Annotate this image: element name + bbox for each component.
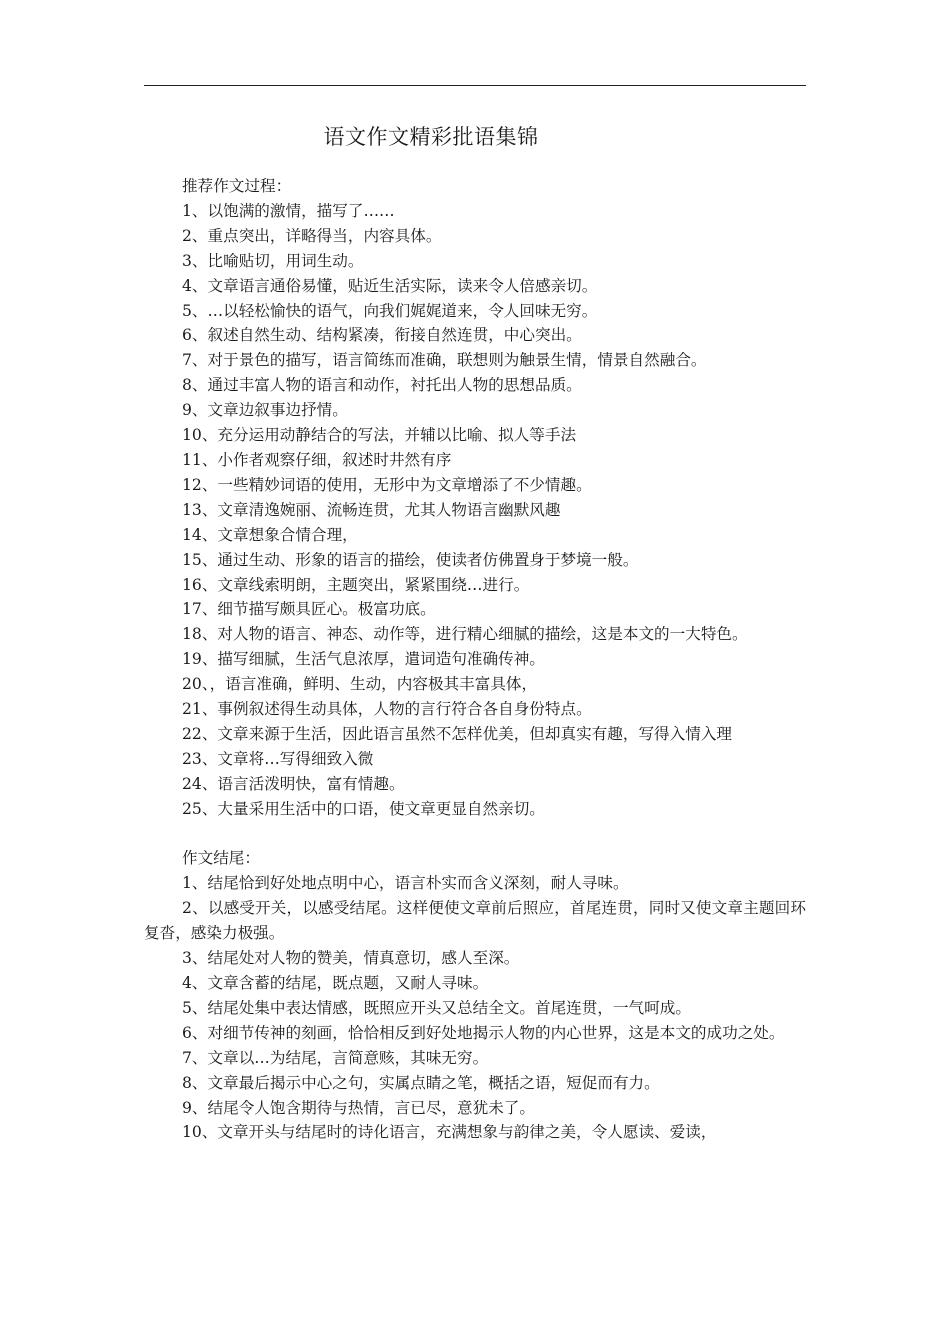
comment-item: 17、细节描写颇具匠心。极富功底。 — [182, 600, 436, 619]
comment-item: 1、结尾恰到好处地点明中心，语言朴实而含义深刻，耐人寻味。 — [182, 874, 629, 893]
comment-item: 18、对人物的语言、神态、动作等，进行精心细腻的描绘，这是本文的一大特色。 — [182, 625, 748, 644]
section-heading-process: 推荐作文过程： — [182, 177, 292, 195]
comment-item: 4、文章含蓄的结尾，既点题，又耐人寻味。 — [182, 973, 489, 992]
comment-item: 7、对于景色的描写，语言简练而准确，联想则为触景生情，情景自然融合。 — [182, 351, 707, 370]
comment-item: 2、以感受开关，以感受结尾。这样便使文章前后照应，首尾连贯，同时又使文章主题回环复沓，感染力极强。 — [144, 899, 806, 943]
comment-item: 20、，语言准确，鲜明、生动，内容极其丰富具体， — [182, 675, 538, 694]
comment-item: 4、文章语言通俗易懂，贴近生活实际，读来令人倍感亲切。 — [182, 276, 598, 295]
comment-item: 23、文章将…写得细致入微 — [182, 749, 374, 768]
comment-item: 5、…以轻松愉快的语气，向我们娓娓道来，令人回味无穷。 — [182, 301, 598, 320]
section-heading-ending: 作文结尾： — [182, 849, 260, 868]
comment-item: 10、文章开头与结尾时的诗化语言，充满想象与韵律之美，令人愿读、爱读， — [182, 1123, 717, 1142]
comment-item: 6、叙述自然生动、结构紧凑，衔接自然连贯，中心突出。 — [182, 326, 582, 345]
ending-comment-list — [144, 871, 806, 1145]
comment-item: 7、文章以…为结尾，言简意赅，其味无穷。 — [182, 1048, 489, 1067]
header-rule — [144, 85, 806, 86]
comment-item: 22、文章来源于生活，因此语言虽然不怎样优美，但却真实有趣，写得入情入理 — [182, 724, 733, 743]
comment-item: 19、描写细腻，生活气息浓厚，遣词造句准确传神。 — [182, 650, 545, 669]
comment-item: 6、对细节传神的刻画，恰恰相反到好处地揭示人物的内心世界，这是本文的成功之处。 — [182, 1023, 785, 1042]
comment-item: 8、文章最后揭示中心之句，实属点睛之笔，概括之语，短促而有力。 — [182, 1073, 660, 1092]
comment-item: 8、通过丰富人物的语言和动作，衬托出人物的思想品质。 — [182, 376, 582, 395]
comment-item: 16、文章线索明朗，主题突出，紧紧围绕…进行。 — [182, 575, 530, 594]
comment-item: 12、一些精妙词语的使用，无形中为文章增添了不少情趣。 — [182, 475, 592, 494]
comment-item: 15、通过生动、形象的语言的描绘，使读者仿佛置身于梦境一般。 — [182, 550, 639, 569]
comment-item: 2、重点突出，详略得当，内容具体。 — [182, 226, 442, 245]
comment-item: 14、文章想象合情合理， — [182, 525, 358, 544]
document-body — [144, 174, 806, 1145]
comment-item: 13、文章清逸婉丽、流畅连贯，尤其人物语言幽默风趣 — [182, 500, 561, 519]
comment-item: 5、结尾处集中表达情感，既照应开头又总结全文。首尾连贯，一气呵成。 — [182, 998, 691, 1017]
process-comment-list — [144, 199, 806, 822]
comment-item: 21、事例叙述得生动具体，人物的言行符合各自身份特点。 — [182, 700, 592, 719]
comment-item: 9、文章边叙事边抒情。 — [182, 401, 348, 420]
comment-item: 10、充分运用动静结合的写法，并辅以比喻、拟人等手法 — [182, 426, 577, 445]
comment-item: 3、比喻贴切，用词生动。 — [182, 251, 364, 270]
comment-item: 25、大量采用生活中的口语，使文章更显自然亲切。 — [182, 799, 545, 818]
comment-item: 3、结尾处对人物的赞美，情真意切，感人至深。 — [182, 949, 520, 968]
page-title: 语文作文精彩批语集锦 — [323, 125, 539, 149]
comment-item: 24、语言活泼明快，富有情趣。 — [182, 774, 405, 793]
comment-item: 9、结尾令人饱含期待与热情，言已尽，意犹未了。 — [182, 1098, 535, 1117]
comment-item: 11、小作者观察仔细，叙述时井然有序 — [182, 450, 452, 469]
comment-item: 1、以饱满的激情，描写了…… — [182, 201, 395, 220]
blank-line — [144, 822, 806, 847]
